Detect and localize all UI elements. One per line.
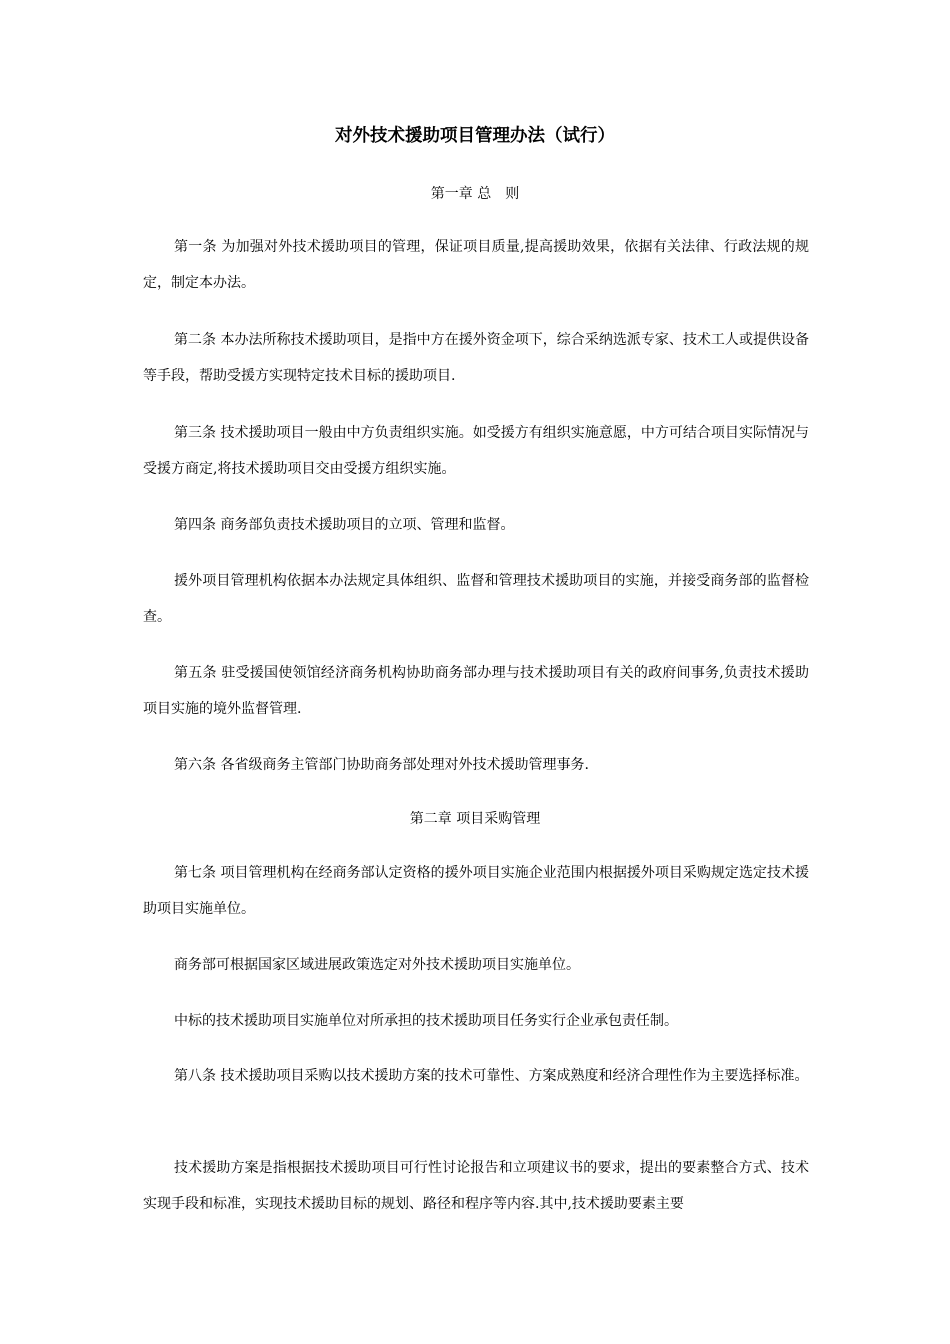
document-title: 对外技术援助项目管理办法（试行） (335, 126, 615, 146)
article-8-paragraph-2: 技术援助方案是指根据技术援助项目可行性讨论报告和立项建议书的要求，提出的要素整合方式、技术实现手段和标准，实现技术援助目标的规划、路径和程序等内容.其中,技术援助要素主要 (143, 1160, 809, 1212)
article-1: 第一条 为加强对外技术援助项目的管理，保证项目质量,提高援助效果，依据有关法律、行政法规的规定，制定本办法。 (143, 239, 809, 291)
article-7-paragraph-3: 中标的技术援助项目实施单位对所承担的技术援助项目任务实行企业承包责任制。 (174, 1013, 678, 1029)
article-7-paragraph-2: 商务部可根据国家区域进展政策选定对外技术援助项目实施单位。 (174, 957, 580, 973)
article-3: 第三条 技术援助项目一般由中方负责组织实施。如受援方有组织实施意愿，中方可结合项目实际情况与受援方商定,将技术援助项目交由受援方组织实施。 (143, 425, 809, 477)
article-8: 第八条 技术援助项目采购以技术援助方案的技术可靠性、方案成熟度和经济合理性作为主要选择标准。 (174, 1068, 809, 1084)
article-6: 第六条 各省级商务主管部门协助商务部处理对外技术援助管理事务. (174, 757, 589, 773)
article-5: 第五条 驻受援国使领馆经济商务机构协助商务部办理与技术援助项目有关的政府间事务,负责技术援助项目实施的境外监督管理. (143, 665, 809, 717)
chapter-heading-1: 第一章 总 则 (430, 186, 520, 202)
chapter-heading-2: 第二章 项目采购管理 (409, 811, 541, 827)
article-4: 第四条 商务部负责技术援助项目的立项、管理和监督。 (174, 517, 515, 533)
article-2: 第二条 本办法所称技术援助项目，是指中方在援外资金项下，综合采纳选派专家、技术工人或提供设备等手段，帮助受援方实现特定技术目标的援助项目. (143, 332, 809, 384)
article-7: 第七条 项目管理机构在经商务部认定资格的援外项目实施企业范围内根据援外项目采购规定选定技术援助项目实施单位。 (143, 865, 809, 917)
article-4-paragraph-2: 援外项目管理机构依据本办法规定具体组织、监督和管理技术援助项目的实施，并接受商务部的监督检查。 (143, 573, 809, 625)
